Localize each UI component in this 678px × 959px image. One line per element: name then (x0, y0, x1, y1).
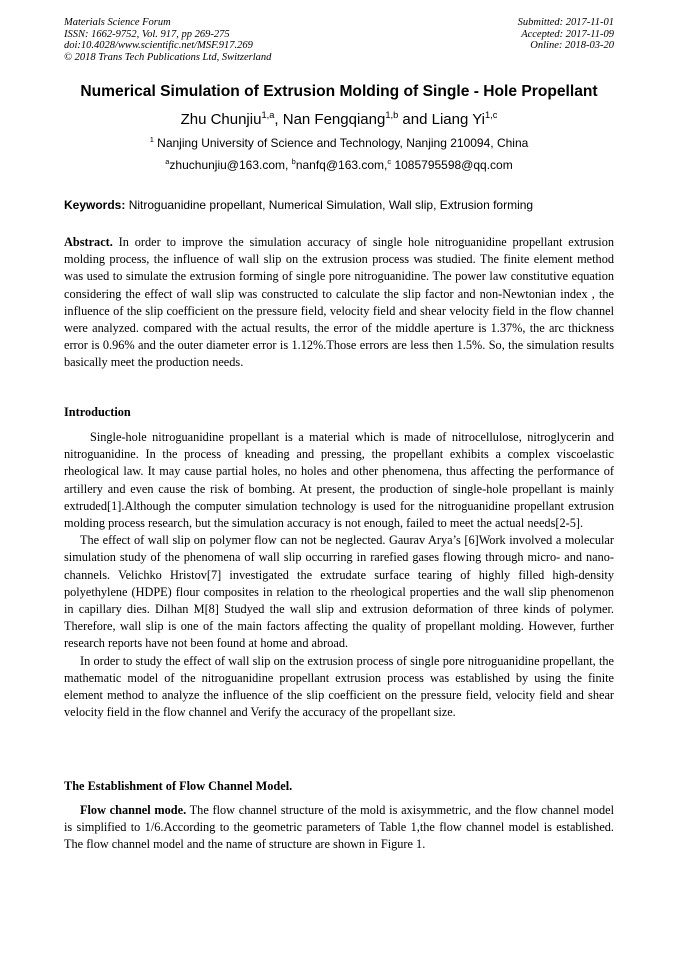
author-list (0, 110, 678, 128)
keywords-label: Keywords: (64, 198, 126, 212)
email-sup: b (291, 157, 296, 166)
email-link[interactable]: nanfq@163.com, (295, 158, 388, 172)
header-left (64, 17, 271, 63)
section-heading: The Establishment of Flow Channel Model. (64, 779, 293, 793)
section-lead: Flow channel mode. (80, 803, 187, 817)
abstract-label: Abstract. (64, 235, 113, 249)
abstract-block (64, 234, 614, 372)
email-link[interactable]: zhuchunjiu@163.com, (169, 158, 292, 172)
email-sup: a (165, 157, 170, 166)
affiliation (0, 135, 678, 150)
introduction-body (64, 429, 614, 721)
issn: ISSN: 1662-9752, Vol. 917, pp 269-275 (64, 28, 230, 40)
copyright: © 2018 Trans Tech Publications Ltd, Switzerland (64, 51, 272, 63)
author-name: Zhu Chunjiu (180, 111, 262, 128)
doi: doi:10.4028/www.scientific.net/MSF.917.269 (64, 40, 253, 52)
introduction-heading: Introduction (64, 405, 131, 419)
section-text: The flow channel structure of the mold is axisymmetric, and the flow channel model is simplified to 1/6.According to the geometric parameters of Table 1,the flow channel model is established. The flow channel model and the name of structure are shown in Figure 1. (64, 803, 614, 852)
author-name: Liang Yi (431, 111, 486, 128)
author-name: Nan Fengqiang (282, 111, 386, 128)
section-body (64, 802, 614, 854)
email-link[interactable]: 1085795598@qq.com (391, 158, 513, 172)
header-right (518, 17, 614, 52)
author-separator: and (398, 111, 432, 128)
online-date: Online: 2018-03-20 (530, 40, 614, 52)
email-list (0, 157, 678, 172)
affiliation-sup: 1 (149, 135, 154, 144)
keywords (64, 198, 614, 212)
author-separator: , (274, 111, 283, 128)
journal-name: Materials Science Forum (64, 17, 171, 28)
intro-paragraph: In order to study the effect of wall slip on the extrusion process of single pore nitroguanidine propellant, the mathematic model of the nitroguanidine propellant extrusion process was established by using the finite element method to analyze the influence of the slip coefficient on the pressure field, velocity field and shear velocity field in the flow channel and Verify the accuracy of the propellant size. (64, 653, 614, 720)
author-sup: 1,b (385, 110, 399, 120)
accepted-date: Accepted: 2017-11-09 (521, 28, 614, 40)
section-paragraph (64, 802, 614, 854)
abstract-paragraph (64, 234, 614, 372)
affiliation-text: Nanjing University of Science and Technology, Nanjing 210094, China (157, 136, 529, 150)
submitted-date: Submitted: 2017-11-01 (517, 17, 614, 28)
intro-paragraph: The effect of wall slip on polymer flow can not be neglected. Gaurav Arya’s [6]Work involved a molecular simulation study of the phenomena of wall slip occurring in rarefied gases flowing through micro- and nano-channels. Velichko Hristov[7] investigated the extrudate surface tearing of highly filled high-density polyethylene (HDPE) flour composites in relation to the rheological properties and the wall slip phenomenon in capillary dies. Dilhan M[8] Studyed the wall slip and extrusion deformation of three kinds of polymer. Therefore, wall slip is one of the main factors affecting the quality of propellant molding. However, further research reports have not been found at home and abroad. (64, 533, 614, 651)
author-sup: 1,a (261, 110, 275, 120)
keywords-text: Nitroguanidine propellant, Numerical Simulation, Wall slip, Extrusion forming (128, 198, 534, 212)
email-sup: c (387, 157, 392, 166)
abstract-text: In order to improve the simulation accuracy of single hole nitroguanidine propellant extrusion molding process, the influence of wall slip on the extrusion process was studied. The finite element method was used to simulate the extrusion forming of single pore nitroguanidine. The power law constitutive equation considering the effect of wall slip was constructed to calculate the slip factor and non-Newtonian index , the influence of the slip coefficient on the pressure field, velocity field and shear velocity field in the flow channel were analyzed. compared with the actual results, the error of the middle aperture is 1.37%, the arc thickness error is 0.96% and the outer diameter error is 1.12%.Those errors are less then 1.5%. So, the simulation results basically meet the production needs. (64, 235, 614, 370)
intro-paragraph: Single-hole nitroguanidine propellant is a material which is made of nitrocellulose, nitroglycerin and nitroguanidine. In the process of kneading and pressing, the propellant exhibits a complex viscoelastic rheological law. It may cause partial holes, no holes and other phenomena, thus affecting the performance of artillery and even cause the risk of bombing. At present, the production of single-hole propellant is mainly extruded[1].Although the computer simulation technology is used for the nitroguanidine propellant extrusion molding process research, but the simulation accuracy is not enough, failed to meet the actual needs[2-5]. (64, 430, 614, 531)
author-sup: 1,c (485, 110, 498, 120)
paper-title: Numerical Simulation of Extrusion Molding of Single - Hole Propellant (80, 83, 598, 100)
